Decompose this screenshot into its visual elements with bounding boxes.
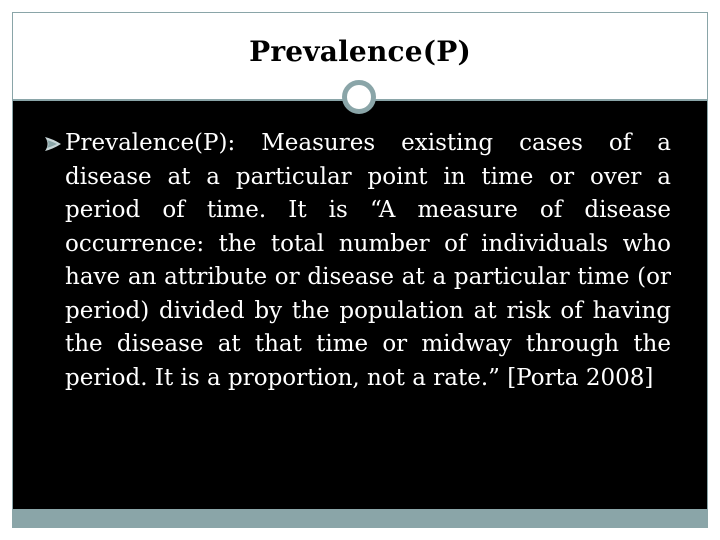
bullet-arrow-icon (42, 127, 64, 160)
bullet-text: Prevalence(P): Measures existing cases of a disease at a particular point in time or over a period of time. It is “A measure of disease occurrence: the total number of individuals who have an attribute or disease at a particular time (or period) divided by the population at risk of having the disease at that time or midway through the period. It is a proportion, not a rate.” [Porta 2008] (65, 130, 671, 391)
slide-title: Prevalence(P) (249, 35, 471, 68)
bullet-item (65, 127, 671, 395)
divider-circle-ornament (342, 80, 376, 114)
slide (12, 12, 708, 528)
bottom-accent-bar (13, 509, 707, 527)
